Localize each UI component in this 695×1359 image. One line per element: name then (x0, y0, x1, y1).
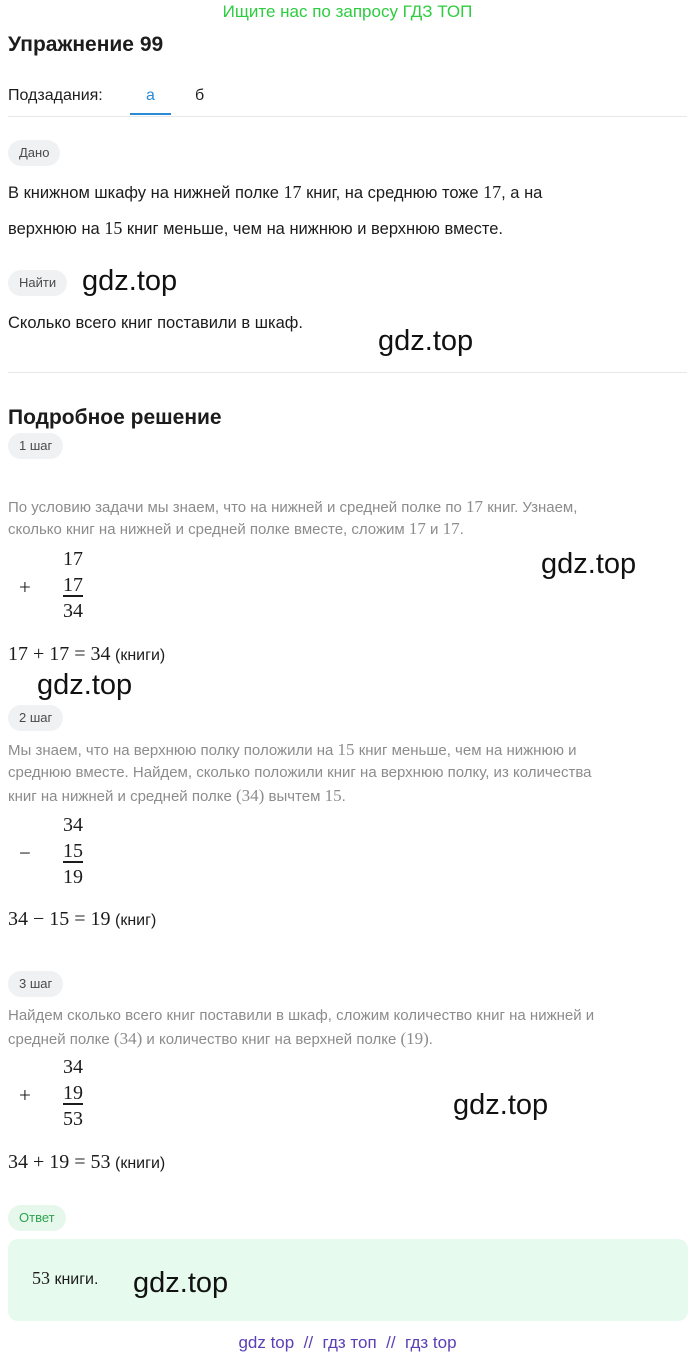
calc-operand-2: 17 (63, 574, 83, 596)
step-1-line-1: По условию задачи мы знаем, что на нижней и средней полке по 17 книг. Узнаем, (8, 497, 578, 516)
page-title: Упражнение 99 (8, 33, 164, 56)
search-banner: Ищите нас по запросу ГДЗ ТОП (222, 2, 473, 21)
calc-sign: + (19, 1083, 31, 1107)
calc-operand-1: 34 (63, 814, 83, 836)
answer-box (8, 1239, 688, 1321)
watermark: gdz.top (453, 1089, 549, 1121)
tab-a[interactable]: а (146, 87, 155, 104)
divider (8, 116, 687, 117)
calc-operand-1: 17 (63, 548, 83, 570)
step-3-equation: 34 + 19 = 53 (книги) (8, 1151, 166, 1173)
step-1-equation: 17 + 17 = 34 (книги) (8, 643, 166, 665)
watermark: gdz.top (541, 548, 637, 580)
divider (8, 372, 687, 373)
step-2-equation: 34 − 15 = 19 (книг) (8, 908, 157, 930)
watermark: gdz.top (133, 1267, 229, 1299)
step-3-badge: 3 шаг (8, 971, 63, 997)
find-badge: Найти (8, 270, 67, 296)
step-3-line-2: средней полке (34) и количество книг на верхней полке (19). (8, 1029, 433, 1048)
step-2-badge: 2 шаг (8, 705, 63, 731)
answer-badge: Ответ (8, 1205, 66, 1231)
calc-result: 53 (63, 1108, 83, 1130)
active-tab-indicator (130, 113, 171, 115)
subtasks-label: Подзадания: (8, 87, 103, 104)
given-line-1: В книжном шкафу на нижней полке 17 книг, на среднюю тоже 17, а на (8, 182, 543, 202)
step-2-line-3: книг на нижней и средней полке (34) вычтем 15. (8, 786, 346, 805)
given-line-2: верхнюю на 15 книг меньше, чем на нижнюю и верхнюю вместе. (8, 218, 503, 238)
calc-result: 34 (63, 600, 83, 622)
step-1-badge: 1 шаг (8, 433, 63, 459)
calc-operand-2: 15 (63, 840, 83, 862)
footer-links[interactable]: gdz top // гдз топ // гдз top (238, 1333, 457, 1352)
step-2-line-2: среднюю вместе. Найдем, сколько положили книг на верхнюю полку, из количества (8, 764, 592, 781)
step-2-line-1: Мы знаем, что на верхнюю полку положили на 15 книг меньше, чем на нижнюю и (8, 740, 577, 759)
given-badge: Дано (8, 140, 60, 166)
calc-sign: + (19, 575, 31, 599)
calc-operand-2: 19 (63, 1082, 83, 1104)
calc-sign: − (19, 841, 31, 865)
answer-text: 53 книги. (32, 1268, 99, 1288)
calc-operand-1: 34 (63, 1056, 83, 1078)
step-1-line-2: сколько книг на нижней и средней полке вместе, сложим 17 и 17. (8, 519, 464, 538)
step-3-line-1: Найдем сколько всего книг поставили в шкаф, сложим количество книг на нижней и (8, 1007, 595, 1024)
solution-heading: Подробное решение (8, 406, 222, 429)
watermark: gdz.top (82, 265, 178, 297)
watermark: gdz.top (378, 325, 474, 357)
watermark: gdz.top (37, 669, 133, 701)
tab-b[interactable]: б (195, 87, 205, 104)
find-text: Сколько всего книг поставили в шкаф. (8, 314, 303, 332)
calc-result: 19 (63, 866, 83, 888)
